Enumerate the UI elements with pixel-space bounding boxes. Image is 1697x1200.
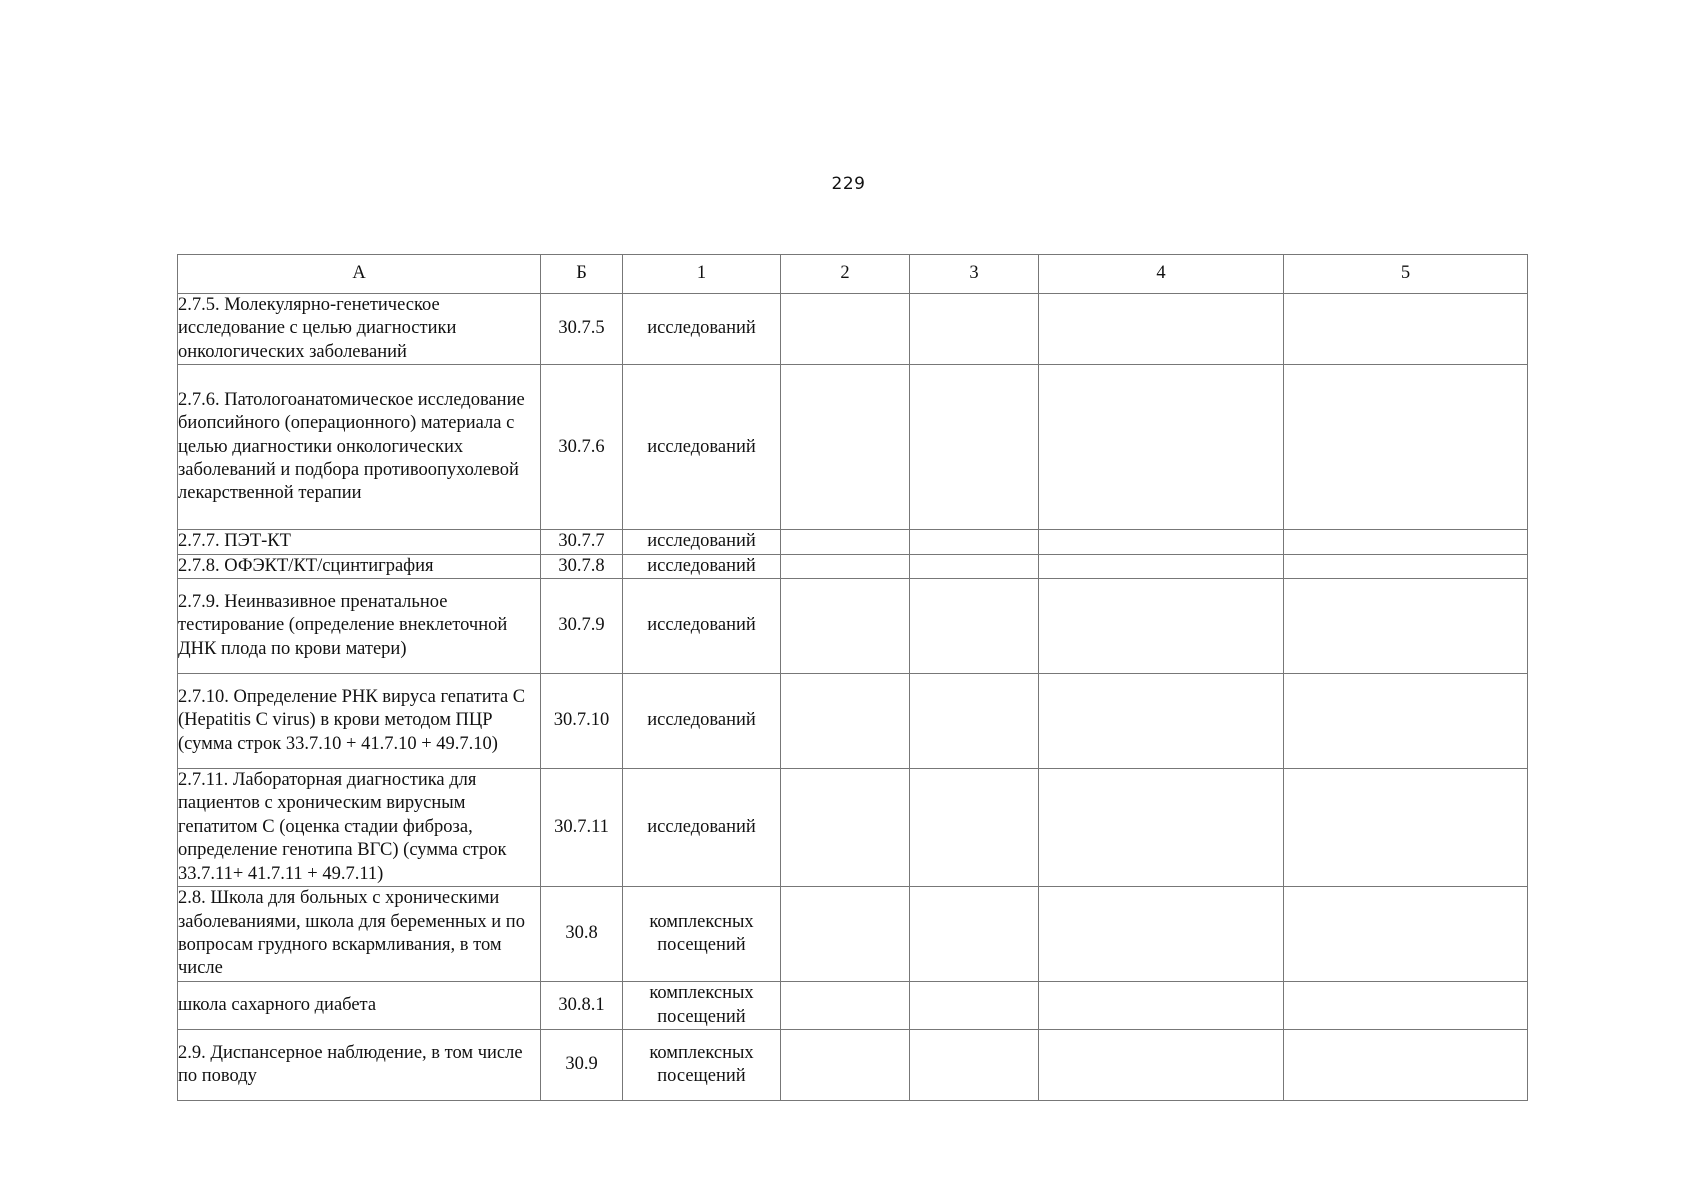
table-row [178,982,1528,1030]
cell-col-4 [1039,982,1284,1030]
cell-col-5 [1284,365,1528,530]
row-unit: исследований [623,579,781,674]
row-code: 30.7.5 [541,294,623,365]
cell-col-3 [910,769,1039,887]
row-code: 30.8.1 [541,982,623,1030]
row-unit: исследований [623,554,781,578]
cell-col-3 [910,365,1039,530]
cell-col-4 [1039,365,1284,530]
cell-col-4 [1039,674,1284,769]
cell-col-3 [910,530,1039,554]
cell-col-3 [910,674,1039,769]
row-code: 30.7.11 [541,769,623,887]
row-name: 2.7.5. Молекулярно-генетическое исследование с целью диагностики онкологических заболеваний [178,294,541,365]
cell-col-2 [781,579,910,674]
column-header-b: Б [541,255,623,294]
column-header-1: 1 [623,255,781,294]
row-name: 2.9. Диспансерное наблюдение, в том числе по поводу [178,1030,541,1101]
row-unit: исследований [623,769,781,887]
row-unit: исследований [623,530,781,554]
row-code: 30.7.10 [541,674,623,769]
row-unit: комплексных посещений [623,982,781,1030]
table-row [178,294,1528,365]
row-unit: комплексных посещений [623,1030,781,1101]
row-name: 2.7.6. Патологоанатомическое исследование биопсийного (операционного) материала с целью диагностики онкологических заболеваний и подбора противоопухолевой лекарственной терапии [178,365,541,530]
table-row [178,887,1528,982]
cell-col-2 [781,294,910,365]
cell-col-5 [1284,982,1528,1030]
cell-col-2 [781,887,910,982]
row-name: 2.7.11. Лабораторная диагностика для пациентов с хроническим вирусным гепатитом С (оценка стадии фиброза, определение генотипа ВГС) (сумма строк 33.7.11+ 41.7.11 + 49.7.11) [178,769,541,887]
cell-col-2 [781,674,910,769]
cell-col-2 [781,769,910,887]
cell-col-4 [1039,554,1284,578]
row-name: 2.8. Школа для больных с хроническими заболеваниями, школа для беременных и по вопросам грудного вскармливания, в том числе [178,887,541,982]
row-name: школа сахарного диабета [178,982,541,1030]
table-row [178,1030,1528,1101]
column-header-2: 2 [781,255,910,294]
row-name: 2.7.8. ОФЭКТ/КТ/сцинтиграфия [178,554,541,578]
table-row [178,674,1528,769]
cell-col-2 [781,365,910,530]
cell-col-3 [910,1030,1039,1101]
row-code: 30.9 [541,1030,623,1101]
cell-col-4 [1039,769,1284,887]
cell-col-4 [1039,530,1284,554]
cell-col-5 [1284,554,1528,578]
table-row [178,554,1528,578]
row-name: 2.7.7. ПЭТ-КТ [178,530,541,554]
cell-col-4 [1039,887,1284,982]
row-name: 2.7.10. Определение РНК вируса гепатита С (Hepatitis C virus) в крови методом ПЦР (сумма строк 33.7.10 + 41.7.10 + 49.7.10) [178,674,541,769]
row-code: 30.7.7 [541,530,623,554]
cell-col-3 [910,554,1039,578]
row-unit: исследований [623,365,781,530]
column-header-3: 3 [910,255,1039,294]
cell-col-5 [1284,674,1528,769]
cell-col-5 [1284,1030,1528,1101]
row-unit: комплексных посещений [623,887,781,982]
cell-col-4 [1039,579,1284,674]
row-unit: исследований [623,674,781,769]
cell-col-4 [1039,1030,1284,1101]
cell-col-5 [1284,530,1528,554]
cell-col-5 [1284,769,1528,887]
row-code: 30.7.8 [541,554,623,578]
row-name: 2.7.9. Неинвазивное пренатальное тестирование (определение внеклеточной ДНК плода по крови матери) [178,579,541,674]
cell-col-3 [910,982,1039,1030]
cell-col-2 [781,1030,910,1101]
column-header-5: 5 [1284,255,1528,294]
row-unit: исследований [623,294,781,365]
table-row [178,530,1528,554]
table-row [178,579,1528,674]
row-code: 30.7.9 [541,579,623,674]
row-code: 30.7.6 [541,365,623,530]
cell-col-5 [1284,887,1528,982]
cell-col-3 [910,579,1039,674]
cell-col-3 [910,887,1039,982]
table-header-row [178,255,1528,294]
cell-col-3 [910,294,1039,365]
page-number: 229 [831,174,866,194]
cell-col-4 [1039,294,1284,365]
cell-col-2 [781,982,910,1030]
table-row [178,365,1528,530]
row-code: 30.8 [541,887,623,982]
cell-col-5 [1284,579,1528,674]
report-table [177,254,1528,1101]
column-header-4: 4 [1039,255,1284,294]
cell-col-2 [781,530,910,554]
table-row [178,769,1528,887]
column-header-a: А [178,255,541,294]
cell-col-5 [1284,294,1528,365]
cell-col-2 [781,554,910,578]
